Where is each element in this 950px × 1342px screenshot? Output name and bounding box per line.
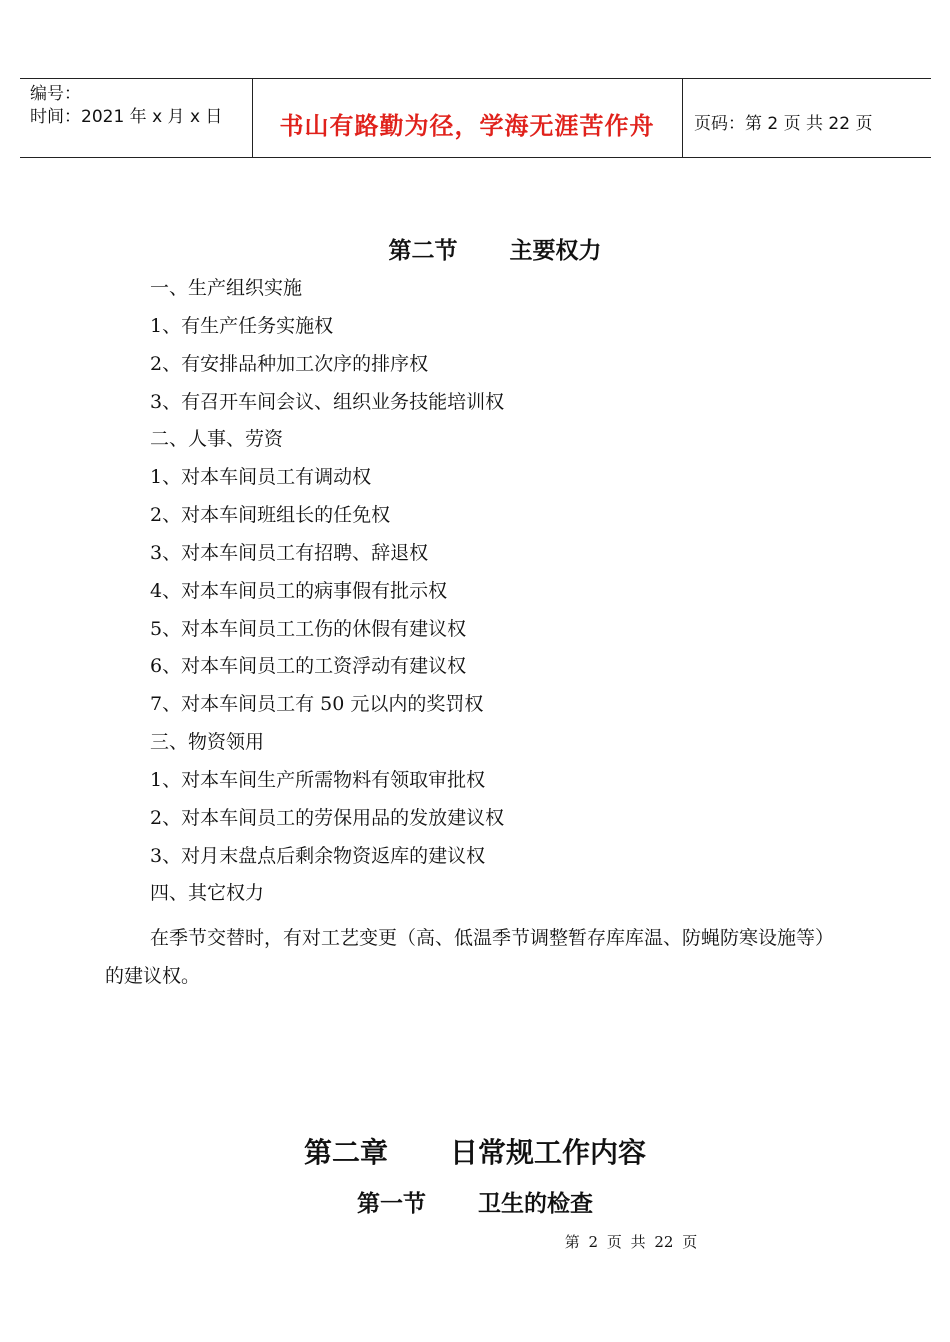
body-line: 3、对本车间员工有招聘、辞退权 [150, 542, 429, 564]
body-line: 三、物资领用 [150, 731, 265, 753]
section-heading [0, 232, 950, 265]
section-title: 主要权力 [509, 238, 602, 264]
chapter-heading [0, 1131, 950, 1171]
chapter-title: 日常规工作内容 [450, 1136, 647, 1169]
subsection-number: 第一节 [357, 1191, 426, 1217]
header-meta-cell [20, 79, 253, 157]
body-line: 1、对本车间生产所需物料有领取审批权 [150, 769, 486, 791]
header-page-number: 页码：第 2 页 共 22 页 [694, 114, 873, 134]
body-line: 3、对月末盘点后剩余物资返库的建议权 [150, 845, 486, 867]
body-line: 2、对本车间班组长的任免权 [150, 504, 391, 526]
body-line: 二、人事、劳资 [150, 428, 284, 450]
body-line: 2、有安排品种加工次序的排序权 [150, 353, 429, 375]
chapter-number: 第二章 [303, 1136, 388, 1169]
subsection-heading [0, 1185, 950, 1218]
body-line: 1、有生产任务实施权 [150, 315, 334, 337]
body-line: 一、生产组织实施 [150, 277, 303, 299]
body-line: 2、对本车间员工的劳保用品的发放建议权 [150, 807, 505, 829]
body-line: 6、对本车间员工的工资浮动有建议权 [150, 655, 467, 677]
body-line: 1、对本车间员工有调动权 [150, 466, 372, 488]
page-footer: 第 2 页 共 22 页 [564, 1233, 698, 1251]
body-paragraph: 在季节交替时，有对工艺变更（高、低温季节调整暂存库库温、防蝇防寒设施等）的建议权。 [105, 927, 835, 987]
body-line: 3、有召开车间会议、组织业务技能培训权 [150, 391, 505, 413]
header-motto: 书山有路勤为径，学海无涯苦作舟 [279, 111, 655, 140]
header-motto-cell [252, 79, 683, 157]
body-line: 四、其它权力 [150, 882, 265, 904]
doc-code-label: 编号： [30, 84, 81, 104]
body-line: 5、对本车间员工工伤的休假有建议权 [150, 618, 467, 640]
body-line: 4、对本车间员工的病事假有批示权 [150, 580, 448, 602]
header-page-cell [682, 79, 931, 157]
section-number: 第二节 [388, 238, 458, 264]
body-line: 7、对本车间员工有 50 元以内的奖罚权 [150, 693, 484, 715]
page-header [20, 78, 931, 158]
doc-time-label: 时间：2021 年 x 月 x 日 [30, 107, 223, 127]
subsection-title: 卫生的检查 [478, 1191, 593, 1217]
